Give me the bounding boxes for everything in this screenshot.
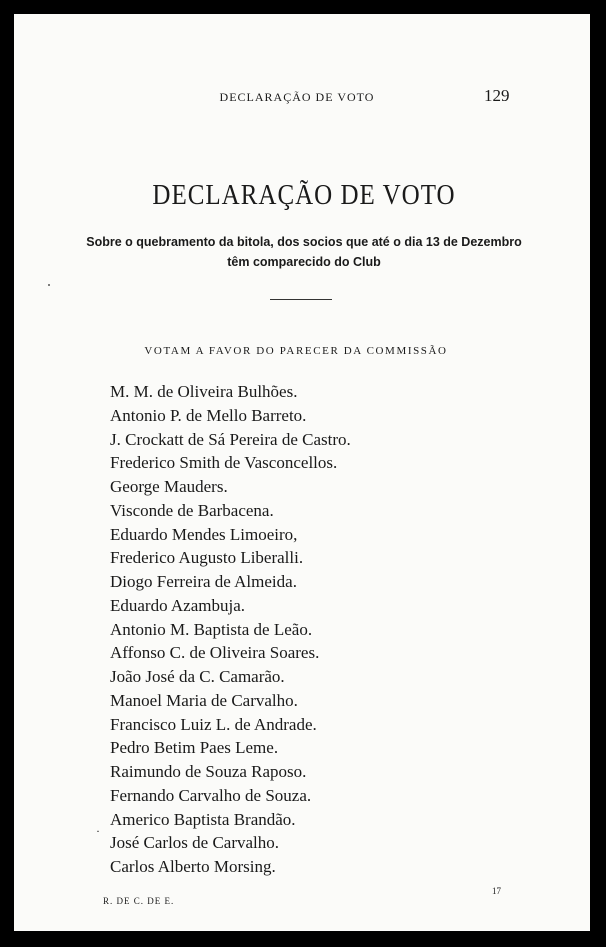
voter-name: Frederico Augusto Liberalli. — [110, 548, 304, 568]
voter-name: Visconde de Barbacena. — [110, 500, 274, 520]
book-page — [14, 14, 590, 931]
voter-name: George Mauders. — [110, 477, 228, 496]
voter-list — [110, 380, 351, 879]
signature-mark: R. DE C. DE E. — [103, 896, 175, 906]
voter-name: J. Crockatt de Sá Pereira de Castro. — [110, 429, 351, 449]
voter-name: José Carlos de Carvalho. — [110, 833, 280, 853]
voter-name: M. M. de Oliveira Bulhões. — [110, 382, 298, 401]
voter-name: Pedro Betim Paes Leme. — [110, 738, 279, 758]
voter-name: Frederico Smith de Vasconcellos. — [110, 453, 338, 473]
voter-name: Eduardo Azambuja. — [110, 595, 246, 615]
page-title — [14, 180, 590, 212]
voter-name: Fernando Carvalho de Souza. — [110, 785, 312, 805]
page-title-text: DECLARAÇÃO DE VOTO — [152, 179, 456, 211]
voter-name: Raimundo de Souza Raposo. — [110, 762, 307, 781]
voter-name: Antonio P. de Mello Barreto. — [110, 405, 307, 425]
voter-name: Manoel Maria de Carvalho. — [110, 690, 298, 710]
subtitle: Sobre o quebramento da bitola, dos socios que até o dia 13 de Dezembro têm comparecido do Club — [86, 235, 522, 269]
margin-speck — [48, 284, 50, 286]
voter-name: Antonio M. Baptista de Leão. — [110, 619, 313, 639]
page-number: 129 — [484, 86, 510, 105]
section-heading — [14, 345, 590, 357]
voter-name: João José da C. Camarão. — [110, 667, 285, 686]
voter-name: Diogo Ferreira de Almeida. — [110, 572, 297, 591]
running-head-title: DECLARAÇÃO DE VOTO — [219, 90, 375, 104]
voter-name: Carlos Alberto Morsing. — [110, 857, 276, 876]
voter-name: Eduardo Mendes Limoeiro, — [110, 524, 298, 544]
sheet-number: 17 — [492, 886, 501, 896]
voter-name: Americo Baptista Brandão. — [110, 809, 296, 829]
voter-name: Francisco Luiz L. de Andrade. — [110, 714, 317, 734]
margin-dot-icon: · — [96, 824, 100, 838]
divider-rule — [270, 299, 332, 300]
section-heading-text: VOTAM A FAVOR DO PARECER DA COMMISSÃO — [144, 345, 448, 357]
voter-name: Affonso C. de Oliveira Soares. — [110, 643, 320, 663]
